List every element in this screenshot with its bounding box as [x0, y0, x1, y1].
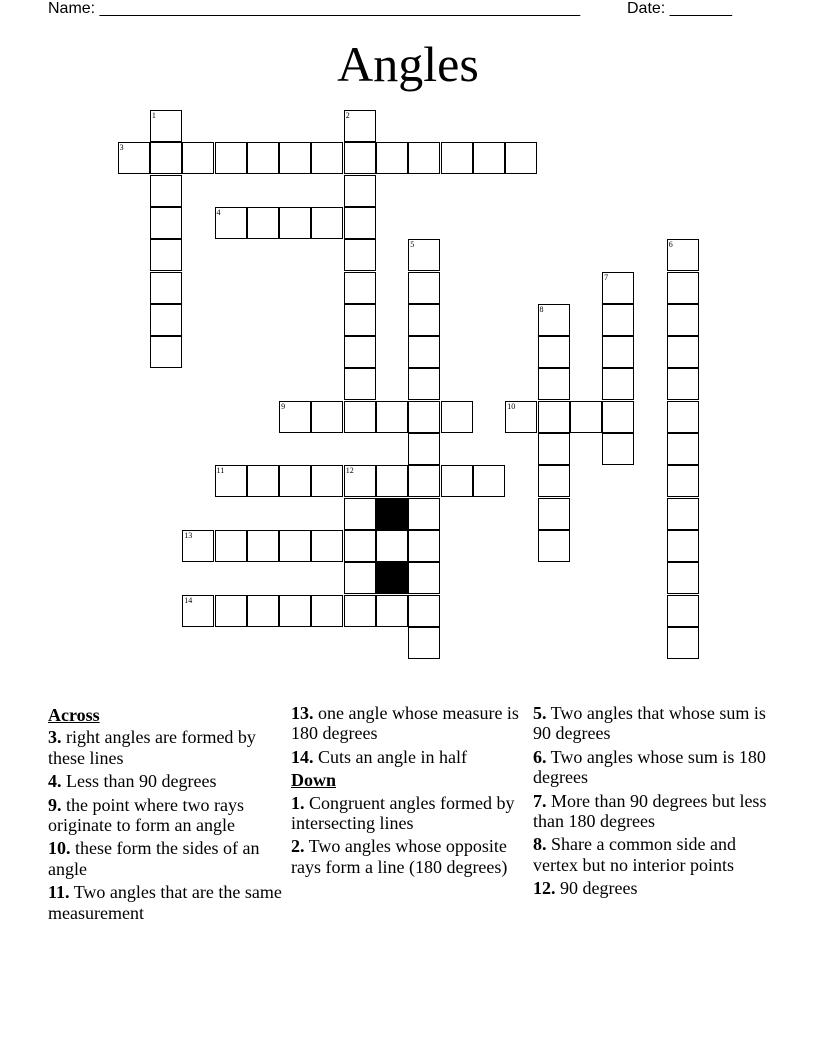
grid-cell[interactable] [215, 142, 247, 174]
grid-cell[interactable] [279, 465, 311, 497]
grid-cell[interactable] [408, 336, 440, 368]
grid-cell[interactable] [505, 401, 537, 433]
clue-down-8 [533, 834, 769, 875]
grid-cell[interactable] [344, 239, 376, 271]
clue-down-1 [291, 793, 527, 834]
clue-across-10 [48, 838, 284, 879]
grid-cell[interactable] [667, 595, 699, 627]
clue-down-12 [533, 878, 769, 898]
clue-number-label: 14 [184, 595, 193, 605]
grid-cell[interactable] [279, 595, 311, 627]
grid-cell[interactable] [344, 207, 376, 239]
grid-cell[interactable] [602, 304, 634, 336]
name-line[interactable]: ______________________________________________________ [99, 0, 581, 17]
grid-cell[interactable] [667, 336, 699, 368]
black-cell [376, 498, 408, 530]
grid-cell[interactable] [667, 562, 699, 594]
clue-number: 2. [291, 836, 305, 857]
grid-cell[interactable] [344, 110, 376, 142]
grid-cell[interactable] [150, 175, 182, 207]
clue-number: 3. [48, 727, 62, 748]
black-cell [376, 562, 408, 594]
clue-number-label: 8 [539, 304, 544, 314]
grid-cell[interactable] [667, 627, 699, 659]
across-heading: Across [48, 705, 100, 725]
grid-cell[interactable] [538, 465, 570, 497]
grid-cell[interactable] [538, 401, 570, 433]
clue-text: one angle whose measure is 180 degrees [291, 703, 519, 744]
clue-across-4 [48, 771, 284, 791]
clue-across-9 [48, 795, 284, 836]
clue-across-3 [48, 727, 284, 768]
grid-cell[interactable] [215, 530, 247, 562]
clue-down-2 [291, 836, 527, 877]
grid-cell[interactable] [182, 530, 214, 562]
grid-cell[interactable] [344, 304, 376, 336]
grid-cell[interactable] [344, 368, 376, 400]
clue-number-label: 11 [216, 466, 225, 476]
grid-cell[interactable] [602, 401, 634, 433]
grid-cell[interactable] [311, 530, 343, 562]
grid-cell[interactable] [344, 142, 376, 174]
grid-cell[interactable] [344, 401, 376, 433]
grid-cell[interactable] [150, 336, 182, 368]
clue-text: Less than 90 degrees [61, 771, 217, 792]
clue-down-5 [533, 703, 769, 744]
grid-cell[interactable] [150, 239, 182, 271]
clue-number-label: 13 [184, 530, 193, 540]
grid-cell[interactable] [150, 110, 182, 142]
clue-text: Two angles whose opposite rays form a line (180 degrees) [291, 836, 508, 877]
grid-cell[interactable] [408, 530, 440, 562]
grid-cell[interactable] [247, 142, 279, 174]
grid-cell[interactable] [311, 465, 343, 497]
clue-column-1 [48, 703, 284, 926]
clue-number-label: 2 [345, 111, 350, 120]
clue-number-label: 3 [119, 143, 124, 153]
clue-down-6 [533, 747, 769, 788]
clue-number: 10. [48, 838, 71, 859]
grid-cell[interactable] [473, 465, 505, 497]
grid-cell[interactable] [247, 595, 279, 627]
grid-cell[interactable] [408, 498, 440, 530]
grid-cell[interactable] [408, 627, 440, 659]
clue-across-14 [291, 747, 527, 767]
grid-cell[interactable] [279, 401, 311, 433]
grid-cell[interactable] [570, 401, 602, 433]
clue-text: right angles are formed by these lines [48, 727, 256, 768]
grid-cell[interactable] [538, 498, 570, 530]
grid-cell[interactable] [408, 368, 440, 400]
grid-cell[interactable] [150, 304, 182, 336]
clue-number-label: 7 [604, 272, 609, 282]
clue-number: 5. [533, 703, 547, 723]
grid-cell[interactable] [441, 401, 473, 433]
clue-number: 14. [291, 746, 314, 767]
down-heading: Down [291, 770, 337, 791]
page-title: Angles [337, 36, 479, 92]
grid-cell[interactable] [667, 304, 699, 336]
grid-cell[interactable] [667, 530, 699, 562]
clue-text: Two angles that are the same measurement [48, 882, 282, 923]
clue-number: 9. [48, 794, 62, 815]
grid-cell[interactable] [538, 530, 570, 562]
clue-text: Share a common side and vertex but no interior points [533, 834, 736, 875]
clue-text: the point where two rays originate to form an angle [48, 794, 244, 836]
grid-cell[interactable] [441, 465, 473, 497]
grid-cell[interactable] [408, 562, 440, 594]
grid-cell[interactable] [376, 142, 408, 174]
clue-down-7 [533, 791, 769, 832]
grid-cell[interactable] [667, 368, 699, 400]
clue-across-11 [48, 882, 284, 923]
grid-cell[interactable] [279, 142, 311, 174]
grid-cell[interactable] [602, 433, 634, 465]
grid-cell[interactable] [667, 498, 699, 530]
grid-cell[interactable] [150, 207, 182, 239]
grid-cell[interactable] [376, 465, 408, 497]
grid-cell[interactable] [505, 142, 537, 174]
grid-cell[interactable] [473, 142, 505, 174]
clue-column-2 [291, 703, 527, 880]
clue-number-label: 5 [410, 240, 415, 250]
clue-number-label: 6 [668, 240, 673, 250]
grid-cell[interactable] [538, 433, 570, 465]
clue-number: 4. [48, 771, 62, 792]
grid-cell[interactable] [408, 433, 440, 465]
clue-number: 11. [48, 882, 70, 903]
grid-cell[interactable] [311, 595, 343, 627]
clue-number-label: 9 [281, 401, 286, 411]
grid-cell[interactable] [182, 595, 214, 627]
clue-number-label: 10 [507, 401, 516, 411]
grid-cell[interactable] [215, 207, 247, 239]
grid-cell[interactable] [311, 142, 343, 174]
grid-cell[interactable] [247, 207, 279, 239]
grid-cell[interactable] [538, 368, 570, 400]
grid-cell[interactable] [538, 336, 570, 368]
clue-number: 1. [291, 792, 305, 813]
clue-text: these form the sides of an angle [48, 838, 260, 879]
clue-number: 13. [291, 703, 314, 723]
grid-cell[interactable] [279, 207, 311, 239]
grid-cell[interactable] [215, 595, 247, 627]
grid-cell[interactable] [408, 304, 440, 336]
clue-number-label: 12 [345, 466, 354, 476]
clue-number: 12. [533, 878, 556, 899]
clue-number-label: 1 [151, 111, 156, 120]
grid-cell[interactable] [344, 175, 376, 207]
grid-cell[interactable] [376, 595, 408, 627]
grid-cell[interactable] [344, 595, 376, 627]
grid-cell[interactable] [344, 336, 376, 368]
grid-cell[interactable] [150, 142, 182, 174]
grid-cell[interactable] [311, 401, 343, 433]
grid-cell[interactable] [602, 368, 634, 400]
clue-text: More than 90 degrees but less than 180 degrees [533, 790, 767, 832]
grid-cell[interactable] [215, 465, 247, 497]
grid-cell[interactable] [311, 207, 343, 239]
grid-cell[interactable] [376, 530, 408, 562]
grid-cell[interactable] [408, 239, 440, 271]
clue-text: Congruent angles formed by intersecting lines [291, 792, 515, 834]
grid-cell[interactable] [408, 142, 440, 174]
grid-cell[interactable] [279, 530, 311, 562]
grid-cell[interactable] [667, 272, 699, 304]
date-label: Date: [627, 0, 670, 17]
clue-column-3 [533, 703, 769, 902]
clue-text: Two angles whose sum is 180 degrees [533, 746, 766, 788]
grid-cell[interactable] [344, 272, 376, 304]
clue-text: 90 degrees [555, 878, 638, 899]
grid-cell[interactable] [441, 142, 473, 174]
grid-cell[interactable] [344, 530, 376, 562]
grid-cell[interactable] [247, 465, 279, 497]
grid-cell[interactable] [182, 142, 214, 174]
grid-cell[interactable] [118, 142, 150, 174]
grid-cell[interactable] [667, 239, 699, 271]
grid-cell[interactable] [602, 272, 634, 304]
clue-number: 7. [533, 790, 547, 811]
clue-number: 6. [533, 746, 547, 767]
grid-cell[interactable] [376, 401, 408, 433]
grid-cell[interactable] [408, 595, 440, 627]
grid-cell[interactable] [667, 401, 699, 433]
grid-cell[interactable] [344, 465, 376, 497]
clue-text: Cuts an angle in half [313, 746, 467, 767]
grid-cell[interactable] [667, 433, 699, 465]
clue-number: 8. [533, 834, 547, 855]
grid-cell[interactable] [344, 562, 376, 594]
grid-cell[interactable] [602, 336, 634, 368]
grid-cell[interactable] [538, 304, 570, 336]
name-label: Name: [48, 0, 100, 17]
clue-text: Two angles that whose sum is 90 degrees [533, 703, 766, 744]
grid-cell[interactable] [344, 498, 376, 530]
clue-across-13 [291, 703, 527, 744]
grid-cell[interactable] [408, 401, 440, 433]
grid-cell[interactable] [247, 530, 279, 562]
clue-number-label: 4 [216, 207, 221, 217]
grid-cell[interactable] [408, 465, 440, 497]
grid-cell[interactable] [408, 272, 440, 304]
date-line[interactable]: _______ [669, 0, 732, 17]
grid-cell[interactable] [150, 272, 182, 304]
grid-cell[interactable] [667, 465, 699, 497]
